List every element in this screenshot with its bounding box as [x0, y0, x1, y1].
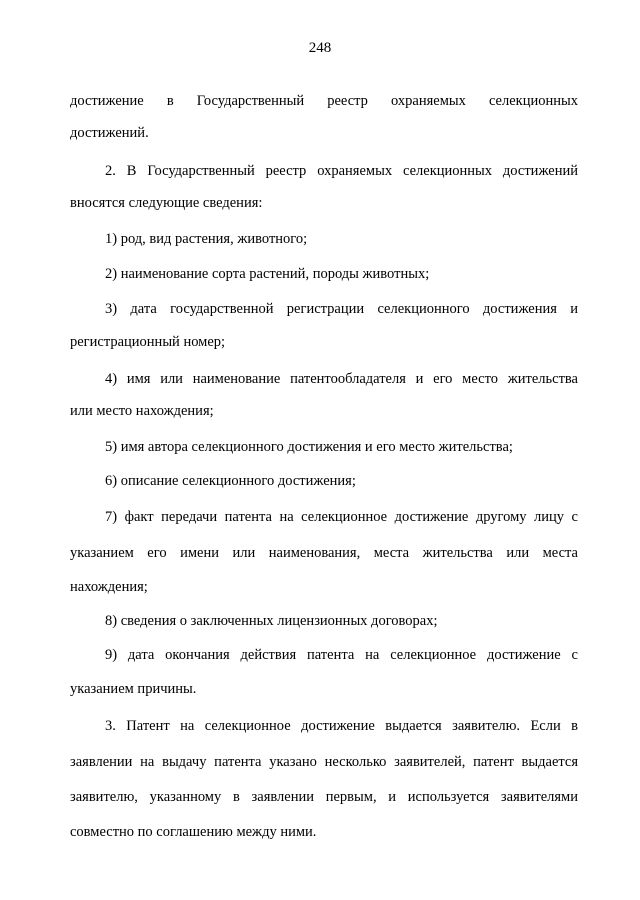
list-item: 1) род, вид растения, животного; — [105, 231, 308, 247]
text-line: или место нахождения; — [70, 403, 214, 419]
text-line: нахождения; — [70, 579, 148, 595]
list-item: 5) имя автора селекционного достижения и его место жительства; — [105, 439, 513, 455]
text-line: совместно по соглашению между ними. — [70, 824, 317, 840]
list-item: 8) сведения о заключенных лицензионных договорах; — [105, 613, 438, 629]
list-item: 4) имя или наименование патентообладателя и его место жительства — [105, 371, 578, 387]
list-item: 2) наименование сорта растений, породы животных; — [105, 266, 430, 282]
list-item: 6) описание селекционного достижения; — [105, 473, 356, 489]
text-line: 3. Патент на селекционное достижение выдается заявителю. Если в — [105, 718, 578, 734]
list-item: 7) факт передачи патента на селекционное достижение другому лицу с — [105, 509, 578, 525]
text-line: заявителю, указанному в заявлении первым, и используется заявителями — [70, 789, 578, 805]
text-line: достижение в Государственный реестр охраняемых селекционных — [70, 93, 578, 109]
text-line: вносятся следующие сведения: — [70, 195, 263, 211]
text-line: указанием его имени или наименования, места жительства или места — [70, 545, 578, 561]
text-line: 2. В Государственный реестр охраняемых селекционных достижений — [105, 163, 578, 179]
text-line: указанием причины. — [70, 681, 197, 697]
page-number: 248 — [308, 40, 332, 56]
text-line: достижений. — [70, 125, 149, 141]
list-item: 3) дата государственной регистрации селекционного достижения и — [105, 301, 578, 317]
text-line: заявлении на выдачу патента указано несколько заявителей, патент выдается — [70, 754, 578, 770]
text-line: регистрационный номер; — [70, 334, 226, 350]
list-item: 9) дата окончания действия патента на селекционное достижение с — [105, 647, 578, 663]
